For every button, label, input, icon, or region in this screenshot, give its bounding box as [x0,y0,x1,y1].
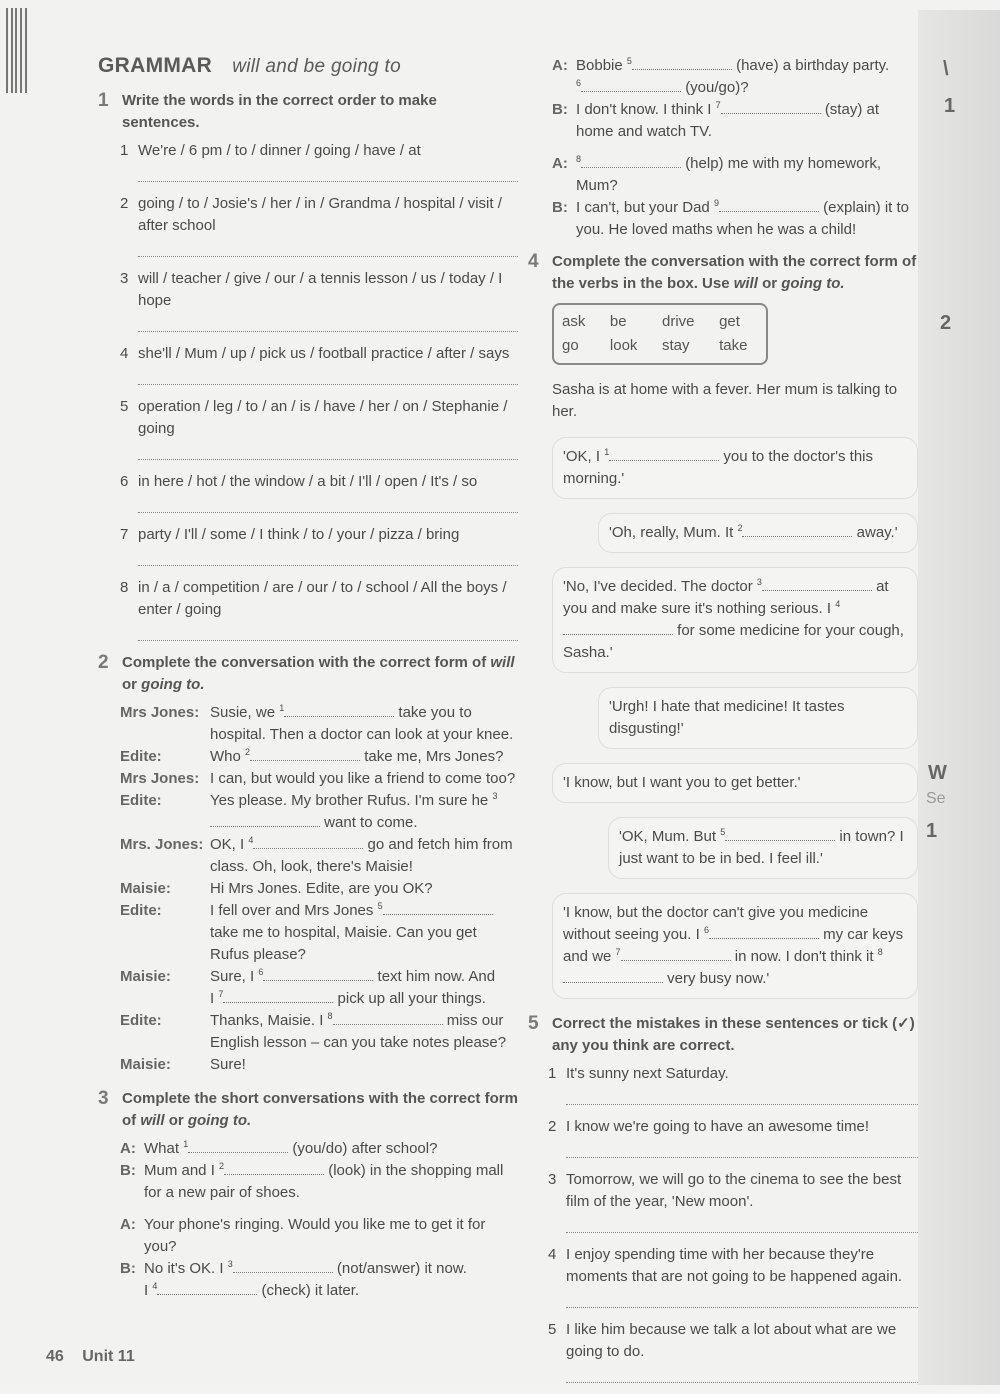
item-text: Tomorrow, we will go to the cinema to see the best film of the year, 'New moon'. [566,1171,902,1210]
speech [144,1280,518,1302]
item-number: 2 [548,1118,557,1135]
speech-part: OK, I [210,836,245,853]
title-sub [232,56,401,77]
answer-blank[interactable] [721,100,821,114]
speech-part: (look) in the shopping mall for a new pair of shoes. [144,1162,504,1201]
speech-part: take me to hospital, Maisie. Can you get Rufus please? [210,924,477,963]
speech-part: Sure, I [210,968,255,985]
answer-blank[interactable] [233,1259,333,1273]
speech-bubble [552,437,918,499]
list-item [548,1063,918,1085]
speaker: B: [120,1260,136,1277]
blank-number: 8 [327,1011,333,1021]
word-option: ask [562,313,586,330]
speech-part: (stay) at home and watch TV. [576,101,879,140]
exercise-2-dialogue [98,702,518,1076]
inst-part: Complete the short conversations with the correct form of [122,1090,518,1129]
exercise-number: 2 [98,652,109,673]
item-number: 6 [120,473,129,490]
speech-part: Yes please. My brother Rufus. I'm sure he [210,792,489,809]
speech-part: I don't know. I think I [576,101,712,118]
blank-number: 6 [703,925,709,935]
speaker: B: [120,1162,136,1179]
unit-label: Unit 11 [82,1348,135,1365]
edge-char: 2 [940,312,952,334]
blank-number: 5 [377,901,383,911]
speech-part: miss our English lesson – can you take notes please? [210,1012,507,1051]
exercise-instruction [122,1088,518,1132]
speaker: Edite: [120,902,162,919]
speech-part: in now. I don't think it [734,948,874,965]
item-text: operation / leg / to / an / is / have / her / on / Stephanie / going [138,398,508,437]
page-title [98,55,518,78]
speech-part: very busy now.' [667,970,770,987]
item-text: will / teacher / give / our / a tennis lesson / us / today / I hope [138,270,503,309]
answer-blank[interactable] [609,447,719,461]
speech-part: take me, Mrs Jones? [364,748,504,765]
answer-blank[interactable] [333,1011,443,1025]
speaker: A: [552,57,568,74]
title-sub-c: be going to [303,56,401,77]
dialogue-line [552,77,918,99]
item-number: 7 [120,526,129,543]
speech-part: What [144,1140,180,1157]
answer-line[interactable] [566,1366,918,1383]
speaker: Maisie: [120,880,171,897]
speech [210,1054,518,1076]
speech-part: Thanks, Maisie. I [210,1012,324,1029]
dialogue-line [120,1054,518,1076]
dialogue-line [120,702,518,746]
inst-part: Complete the conversation with the correct form of the verbs in the box. Use [552,253,917,292]
dialogue-line [120,768,518,790]
blank-number: 8 [576,154,582,164]
speech [576,77,918,99]
item-number: 8 [120,579,129,596]
word-option: stay [662,337,690,354]
speech-part: 'OK, I [563,448,601,465]
speaker: Edite: [120,748,162,765]
exercise-1-items [98,140,518,641]
word-option: drive [662,313,695,330]
item-number: 3 [548,1171,557,1188]
dialogue-line [552,55,918,77]
blank-number: 2 [219,1161,225,1171]
blank-number: 6 [576,78,582,88]
speaker: Edite: [120,1012,162,1029]
list-item [120,268,518,312]
speech-part: for some medicine for your cough, Sasha.' [563,622,904,661]
answer-blank[interactable] [621,947,731,961]
speech-part: 'Urgh! I hate that medicine! It tastes disgusting!' [609,698,845,737]
speech-part: (help) me with my homework, Mum? [576,155,882,194]
speech [210,834,518,878]
list-item [120,577,518,621]
item-text: I like him because we talk a lot about what are we going to do. [566,1321,897,1360]
speech [210,790,518,834]
exercise-4-intro: Sasha is at home with a fever. Her mum is talking to her. [552,381,898,420]
speaker: Mrs. Jones: [120,836,204,853]
speech [144,1138,518,1160]
edge-char: W [928,762,947,784]
dialogue-line [120,878,518,900]
answer-line[interactable] [138,165,518,182]
blank-number: 5 [720,827,726,837]
next-page-edge [918,10,1000,1385]
blank-number: 4 [152,1281,158,1291]
speech-part: No it's OK. I [144,1260,224,1277]
dialogue-line [120,900,518,966]
edge-char: \ [943,58,949,80]
speech-part: Your phone's ringing. Would you like me to get it for you? [144,1216,486,1255]
title-sub-b: and [265,56,299,77]
spacer [552,143,918,153]
exercise-number: 5 [528,1013,539,1034]
item-text: I enjoy spending time with her because they're moments that are not going to be happened again. [566,1246,903,1285]
title-sub-a: will [232,56,260,77]
left-column [98,55,518,1302]
answer-blank[interactable] [632,56,732,70]
speech-bubble [608,817,918,879]
speech-part: go and fetch him from class. Oh, look, there's Maisie! [210,836,513,875]
speaker [120,1280,144,1302]
answer-blank[interactable] [581,154,681,168]
speech-part: 'No, I've decided. The doctor [563,578,753,595]
answer-blank[interactable] [709,925,819,939]
answer-blank[interactable] [383,901,493,915]
speech-part: Susie, we [210,704,276,721]
word-option: get [719,313,740,330]
inst-part: or [122,676,137,693]
page-number: 46 [46,1348,64,1365]
answer-blank[interactable] [725,827,835,841]
blank-number: 7 [715,100,721,110]
speech [576,55,918,77]
speech [210,966,518,988]
speech-part: (not/answer) it now. [336,1260,467,1277]
blank-number: 1 [279,703,285,713]
answer-blank[interactable] [563,621,673,635]
speech [210,768,518,790]
item-number: 3 [120,270,129,287]
speech-part: my car keys and we [563,926,904,965]
speaker: Edite: [120,792,162,809]
dialogue-line [120,1214,518,1258]
speech [144,1214,518,1258]
speaker: Maisie: [120,1056,171,1073]
speech-part: I [144,1282,149,1299]
speech-part: (you/go)? [685,79,749,96]
dialogue-line [120,746,518,768]
answer-blank[interactable] [210,813,320,827]
blank-number: 4 [248,835,254,845]
dialogue-line [120,1258,518,1280]
list-item [548,1116,918,1138]
word-option: look [609,337,638,354]
speech-part: Mum and I [144,1162,215,1179]
speech [210,900,518,966]
speech-part: in town? I just want to be in bed. I feel ill.' [619,828,904,867]
exercise-5-heading [528,1013,918,1057]
dialogue-line [120,834,518,878]
speech-part: I can't, but your Dad [576,199,710,216]
list-item [120,524,518,546]
item-number: 5 [548,1321,557,1338]
blank-number: 3 [492,791,498,801]
item-text: she'll / Mum / up / pick us / football practice / after / says [138,345,510,362]
speech-part: I [210,990,215,1007]
answer-line[interactable] [138,624,518,641]
list-item [120,471,518,493]
edge-char: Se [926,790,946,807]
answer-blank[interactable] [188,1139,288,1153]
list-item [120,343,518,365]
item-text: in here / hot / the window / a bit / I'll / open / It's / so [138,473,478,490]
speaker: A: [552,155,568,172]
exercise-instruction: Write the words in the correct order to make sentences. [122,92,437,131]
blank-number: 1 [604,447,610,457]
speech-part: (you/do) after school? [292,1140,438,1157]
speech-bubble [552,763,918,803]
answer-blank[interactable] [223,989,333,1003]
item-text: We're / 6 pm / to / dinner / going / have / at [138,142,421,159]
speaker [120,988,210,1010]
edge-char: 1 [926,820,938,842]
speech-part: at you and make sure it's nothing serious. I [563,578,889,617]
speech-part: I fell over and Mrs Jones [210,902,374,919]
list-item [120,396,518,440]
dialogue-line [552,99,918,143]
inst-part: will [733,275,758,292]
blank-number: 5 [626,56,632,66]
speech-part: Who [210,748,241,765]
speech-part: 'I know, but I want you to get better.' [563,774,801,791]
exercise-4-bubbles [528,437,918,999]
inst-part: going to. [781,275,845,292]
dialogue-line [120,1010,518,1054]
dialogue-line [120,1138,518,1160]
exercise-number: 1 [98,90,109,111]
inst-part: or [168,1112,184,1129]
right-column [528,55,918,1394]
speech [210,988,518,1010]
speech-part: take you to hospital. Then a doctor can look at your knee. [210,704,514,743]
speech [144,1160,518,1204]
item-text: I know we're going to have an awesome time! [566,1118,870,1135]
answer-blank[interactable] [250,747,360,761]
speech-part: I can, but would you like a friend to come too? [210,770,516,787]
blank-number: 8 [877,947,883,957]
speaker: A: [120,1140,136,1157]
answer-blank[interactable] [253,835,363,849]
exercise-3-left [120,1138,518,1302]
speech [210,878,518,900]
speech-part: you to the doctor's this morning.' [563,448,874,487]
dialogue-line [552,153,918,197]
exercise-instruction: Correct the mistakes in these sentences or tick (✓) any you think are correct. [552,1015,915,1054]
speech-part: 'I know, but the doctor can't give you medicine without seeing you. I [563,904,869,943]
list-item [120,140,518,162]
speech-bubble [552,893,918,999]
dialogue-line [120,790,518,834]
blank-number: 7 [218,989,224,999]
speech-part: Hi Mrs Jones. Edite, are you OK? [210,880,433,897]
word-option: be [609,313,627,330]
blank-number: 4 [835,599,841,609]
scan-edge-marks [0,0,34,110]
exercise-1-heading [98,90,518,134]
inst-part: will [490,654,515,671]
verb-word-box [552,303,768,365]
dialogue-line [120,988,518,1010]
item-number: 2 [120,195,129,212]
blank-number: 2 [245,747,251,757]
speaker: A: [120,1216,136,1233]
item-number: 5 [120,398,129,415]
inst-part: Complete the conversation with the correct form of [122,654,487,671]
item-text: going / to / Josie's / her / in / Grandma / hospital / visit / after school [138,195,502,234]
blank-number: 6 [258,967,264,977]
dialogue-line [120,1160,518,1204]
speech [576,197,918,241]
answer-blank[interactable] [742,523,852,537]
exercise-4-heading [528,251,918,295]
exercise-2-heading [98,652,518,696]
item-text: party / I'll / some / I think / to / your / pizza / bring [138,526,460,543]
item-number: 1 [548,1065,557,1082]
item-number: 4 [120,345,129,362]
exercise-5-items [528,1063,918,1383]
answer-line[interactable] [566,1141,918,1158]
blank-number: 3 [756,577,762,587]
answer-line[interactable] [138,368,518,385]
dialogue-line [552,197,918,241]
exercise-3-heading [98,1088,518,1132]
list-item [548,1319,918,1363]
exercise-instruction [122,652,518,696]
answer-line[interactable] [138,549,518,566]
answer-line[interactable] [138,496,518,513]
answer-line[interactable] [138,443,518,460]
answer-blank[interactable] [563,969,663,983]
speech [210,746,518,768]
speech [210,1010,518,1054]
speech-part: away.' [856,524,898,541]
answer-blank[interactable] [263,967,373,981]
inst-part: going to. [187,1112,252,1129]
speech-part: Bobbie [576,57,623,74]
speech-bubble [598,513,918,553]
list-item [548,1169,918,1213]
spacer [120,1204,518,1214]
speaker: B: [552,101,568,118]
speech-bubble [598,687,918,749]
dialogue-line [120,1280,518,1302]
speech [576,153,918,197]
speech-part: pick up all your things. [337,990,486,1007]
list-item [120,193,518,237]
answer-blank[interactable] [224,1161,324,1175]
speech-part: want to come. [324,814,418,831]
answer-line[interactable] [566,1216,918,1233]
speech-part: 'OK, Mum. But [619,828,717,845]
answer-blank[interactable] [762,577,872,591]
speech-part: text him now. And [377,968,496,985]
blank-number: 9 [713,198,719,208]
inst-part: going to. [141,676,205,693]
answer-blank[interactable] [581,78,681,92]
blank-number: 1 [183,1139,189,1149]
speech-part: (check) it later. [261,1282,360,1299]
word-option: go [562,337,579,354]
exercise-instruction [552,251,918,295]
title-main: GRAMMAR [98,54,213,77]
speaker [552,77,576,99]
dialogue-line [120,966,518,988]
list-item [548,1244,918,1288]
speech [576,99,918,143]
speech-part: (explain) it to you. He loved maths when he was a child! [576,199,910,238]
blank-number: 3 [227,1259,233,1269]
speaker: Mrs Jones: [120,704,200,721]
item-number: 1 [120,142,129,159]
answer-blank[interactable] [284,703,394,717]
speaker: B: [552,199,568,216]
speech-part: 'Oh, really, Mum. It [609,524,734,541]
inst-part: or [762,275,778,292]
blank-number: 7 [615,947,621,957]
answer-line[interactable] [566,1088,918,1105]
item-text: in / a / competition / are / our / to / school / All the boys / enter / going [138,579,507,618]
speaker: Mrs Jones: [120,770,200,787]
speaker: Maisie: [120,968,171,985]
blank-number: 2 [737,523,743,533]
page-footer [46,1348,135,1366]
speech-part: (have) a birthday party. [736,57,890,74]
inst-part: will [140,1112,165,1129]
exercise-number: 3 [98,1088,109,1109]
answer-blank[interactable] [719,198,819,212]
word-option: take [719,337,748,354]
answer-line[interactable] [138,315,518,332]
speech-bubble [552,567,918,673]
speech [144,1258,518,1280]
edge-char: 1 [944,95,956,117]
answer-line[interactable] [566,1291,918,1308]
exercise-3-right [552,55,918,241]
answer-line[interactable] [138,240,518,257]
speech-part: Sure! [210,1056,246,1073]
speech [210,702,518,746]
item-text: It's sunny next Saturday. [566,1065,729,1082]
item-number: 4 [548,1246,557,1263]
exercise-number: 4 [528,251,539,272]
answer-blank[interactable] [157,1281,257,1295]
